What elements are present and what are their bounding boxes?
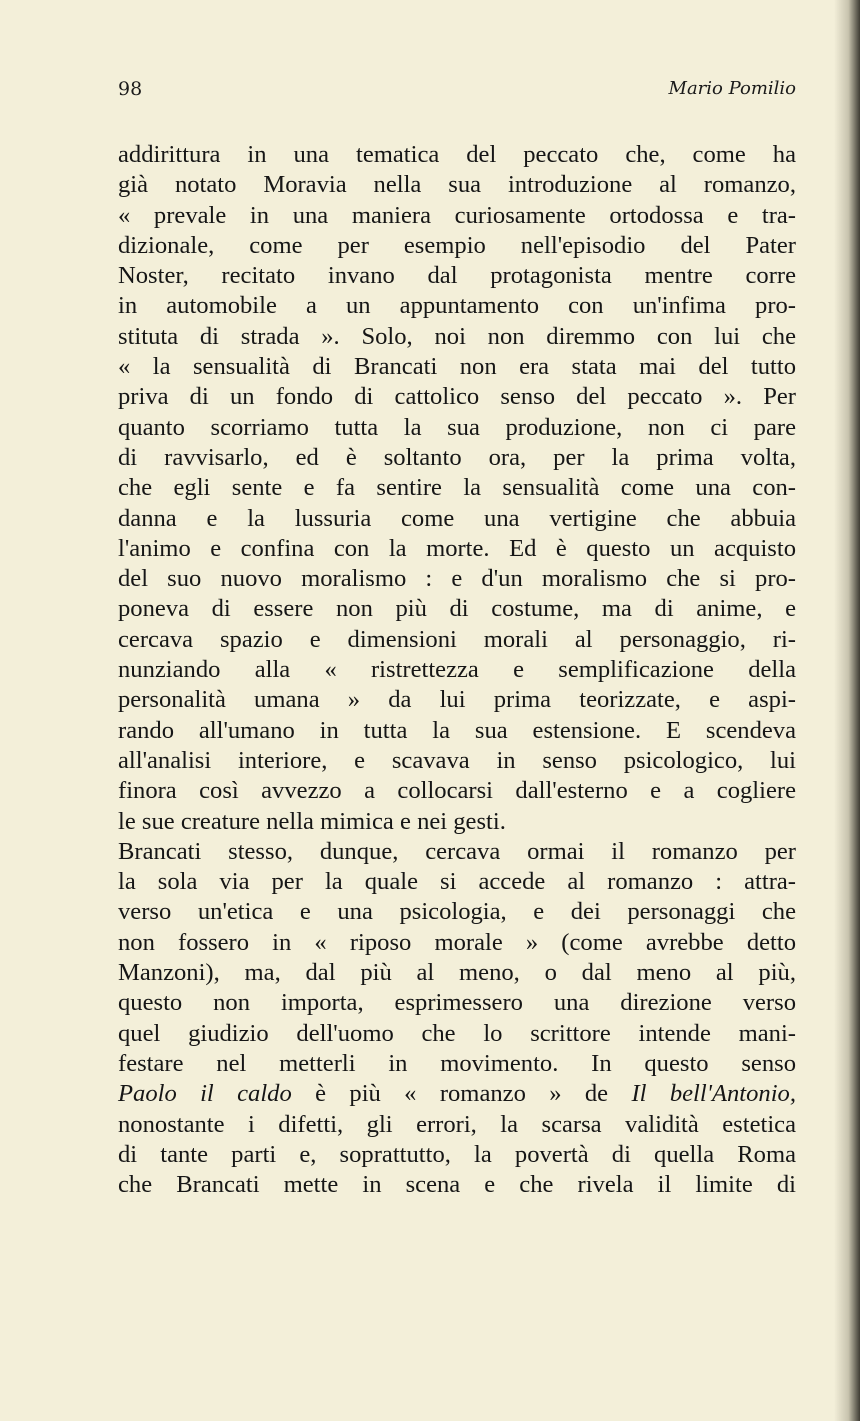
body-text <box>118 140 796 1200</box>
text-line <box>118 1079 796 1109</box>
text-line: festare nel metterli in movimento. In questo senso <box>118 1049 796 1077</box>
text-line: non fossero in « riposo morale » (come avrebbe detto <box>118 928 796 956</box>
text-line: « la sensualità di Brancati non era stata mai del tutto <box>118 353 796 381</box>
text-line: danna e la lussuria come una vertigine che abbuia <box>118 504 796 532</box>
text-line: verso un'etica e una psicologia, e dei personaggi che <box>118 898 796 926</box>
text-line: addirittura in una tematica del peccato che, come ha <box>118 141 796 168</box>
text-line: poneva di essere non più di costume, ma di anime, e <box>118 595 796 623</box>
text-line: la sola via per la quale si accede al romanzo : attra- <box>118 868 796 896</box>
text-line: dizionale, come per esempio nell'episodio del Pater <box>118 231 796 259</box>
text-line: in automobile a un appuntamento con un'infima pro- <box>118 292 796 320</box>
book-title-il-bell-antonio: Il bell'Antonio, <box>631 1080 796 1108</box>
text-line: di tante parti e, soprattutto, la povertà di quella Roma <box>118 1140 796 1168</box>
text-line: che egli sente e fa sentire la sensualità come una con- <box>118 474 796 502</box>
text-span: è più « romanzo » de <box>291 1080 632 1108</box>
text-line: questo non importa, esprimessero una direzione verso <box>118 989 796 1017</box>
text-line: nonostante i difetti, gli errori, la scarsa validità estetica <box>118 1110 796 1138</box>
text-line: quanto scorriamo tutta la sua produzione, non ci pare <box>118 413 796 441</box>
text-line: rando all'umano in tutta la sua estensione. E scendeva <box>118 716 796 744</box>
text-line: di ravvisarlo, ed è soltanto ora, per la prima volta, <box>118 443 796 471</box>
text-line: Brancati stesso, dunque, cercava ormai il romanzo per <box>118 837 796 865</box>
text-line: all'analisi interiore, e scavava in senso psicologico, lui <box>118 746 796 774</box>
text-line: già notato Moravia nella sua introduzione al romanzo, <box>118 171 796 199</box>
page-edge-shadow <box>834 0 860 1421</box>
book-title-paolo-il-caldo: Paolo il caldo <box>118 1080 292 1108</box>
text-line: stituta di strada ». Solo, noi non diremmo con lui che <box>118 322 796 350</box>
running-head: Mario Pomilio <box>668 78 796 99</box>
text-line: l'animo e confina con la morte. Ed è questo un acquisto <box>118 534 796 562</box>
text-line: le sue creature nella mimica e nei gesti. <box>118 807 506 835</box>
text-line: finora così avvezzo a collocarsi dall'esterno e a cogliere <box>118 777 796 805</box>
page-header <box>118 78 796 106</box>
text-line: cercava spazio e dimensioni morali al personaggio, ri- <box>118 625 796 653</box>
text-line: Manzoni), ma, dal più al meno, o dal meno al più, <box>118 959 796 987</box>
text-line: del suo nuovo moralismo : e d'un moralismo che si pro- <box>118 565 796 593</box>
text-line: nunziando alla « ristrettezza e semplificazione della <box>118 656 796 684</box>
text-line: « prevale in una maniera curiosamente ortodossa e tra- <box>118 201 796 229</box>
page-number: 98 <box>118 78 143 100</box>
text-line: quel giudizio dell'uomo che lo scrittore intende mani- <box>118 1019 796 1047</box>
text-line: che Brancati mette in scena e che rivela il limite di <box>118 1171 796 1199</box>
text-line: personalità umana » da lui prima teorizzate, e aspi- <box>118 686 796 714</box>
text-line: Noster, recitato invano dal protagonista mentre corre <box>118 262 796 290</box>
text-line: priva di un fondo di cattolico senso del peccato ». Per <box>118 383 796 411</box>
